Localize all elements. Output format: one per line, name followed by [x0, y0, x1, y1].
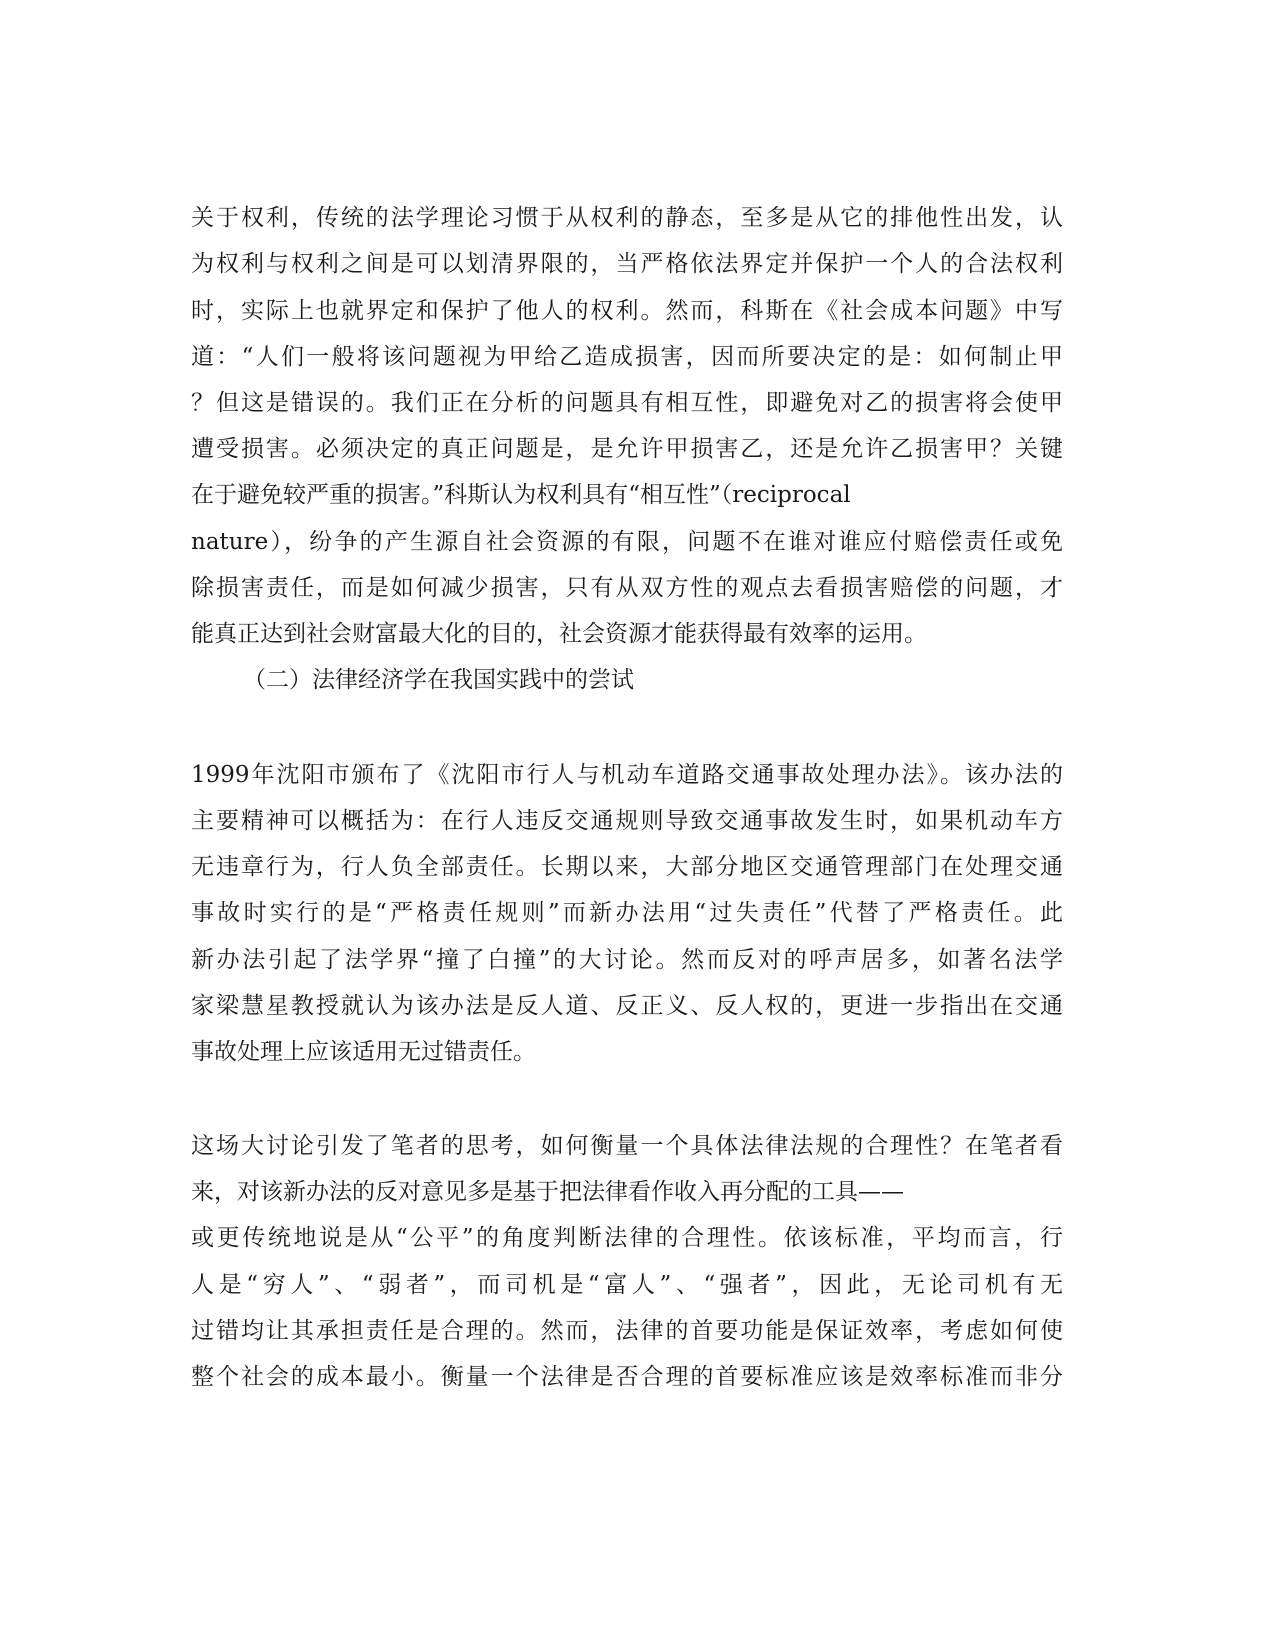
- paragraph-3-line-5: 过错均让其承担责任是合理的。然而，法律的首要功能是保证效率，考虑如何使: [191, 1318, 1063, 1344]
- paragraph-3-line-2: 来，对该新办法的反对意见多是基于把法律看作收入再分配的工具——: [191, 1179, 904, 1205]
- paragraph-2-line-1: 1999年沈阳市颁布了《沈阳市行人与机动车道路交通事故处理办法》。该办法的: [191, 762, 1063, 788]
- paragraph-2-line-2: 主要精神可以概括为：在行人违反交通规则导致交通事故发生时，如果机动车方: [191, 808, 1063, 834]
- paragraph-2-line-3: 无违章行为，行人负全部责任。长期以来，大部分地区交通管理部门在处理交通: [191, 854, 1063, 880]
- paragraph-2-line-6: 家梁慧星教授就认为该办法是反人道、反正义、反人权的，更进一步指出在交通: [191, 993, 1063, 1019]
- paragraph-1-line-4: 道：“人们一般将该问题视为甲给乙造成损害，因而所要决定的是：如何制止甲: [191, 344, 1063, 370]
- paragraph-1-line-6: 遭受损害。必须决定的真正问题是，是允许甲损害乙，还是允许乙损害甲？关键: [191, 436, 1063, 462]
- paragraph-3-line-3: 或更传统地说是从“公平”的角度判断法律的合理性。依该标准，平均而言，行: [191, 1225, 1063, 1251]
- paragraph-1-line-8: nature），纷争的产生源自社会资源的有限，问题不在谁对谁应付赔偿责任或免: [191, 529, 1063, 555]
- paragraph-1-line-7: 在于避免较严重的损害。”科斯认为权利具有“相互性”（reciprocal: [191, 482, 851, 508]
- paragraph-3-line-1: 这场大讨论引发了笔者的思考，如何衡量一个具体法律法规的合理性？在笔者看: [191, 1133, 1063, 1159]
- paragraph-3-line-4: 人是“穷人”、“弱者”，而司机是“富人”、“强者”，因此，无论司机有无: [191, 1272, 1063, 1298]
- paragraph-2-line-7: 事故处理上应该适用无过错责任。: [191, 1039, 536, 1065]
- section-heading: （二）法律经济学在我国实践中的尝试: [243, 667, 634, 693]
- paragraph-2-line-5: 新办法引起了法学界“撞了白撞”的大讨论。然而反对的呼声居多，如著名法学: [191, 947, 1063, 973]
- paragraph-1-line-9: 除损害责任，而是如何减少损害，只有从双方性的观点去看损害赔偿的问题，才: [191, 575, 1063, 601]
- paragraph-1-line-3: 时，实际上也就界定和保护了他人的权利。然而，科斯在《社会成本问题》中写: [191, 298, 1063, 324]
- paragraph-1-line-2: 为权利与权利之间是可以划清界限的，当严格依法界定并保护一个人的合法权利: [191, 251, 1063, 277]
- paragraph-3-line-6: 整个社会的成本最小。衡量一个法律是否合理的首要标准应该是效率标准而非分: [191, 1364, 1063, 1390]
- paragraph-1-line-10: 能真正达到社会财富最大化的目的，社会资源才能获得最有效率的运用。: [191, 621, 927, 647]
- paragraph-2-line-4: 事故时实行的是“严格责任规则”而新办法用“过失责任”代替了严格责任。此: [191, 900, 1063, 926]
- paragraph-1-line-5: ？但这是错误的。我们正在分析的问题具有相互性，即避免对乙的损害将会使甲: [191, 390, 1063, 416]
- paragraph-1-line-1: 关于权利，传统的法学理论习惯于从权利的静态，至多是从它的排他性出发，认: [191, 205, 1063, 231]
